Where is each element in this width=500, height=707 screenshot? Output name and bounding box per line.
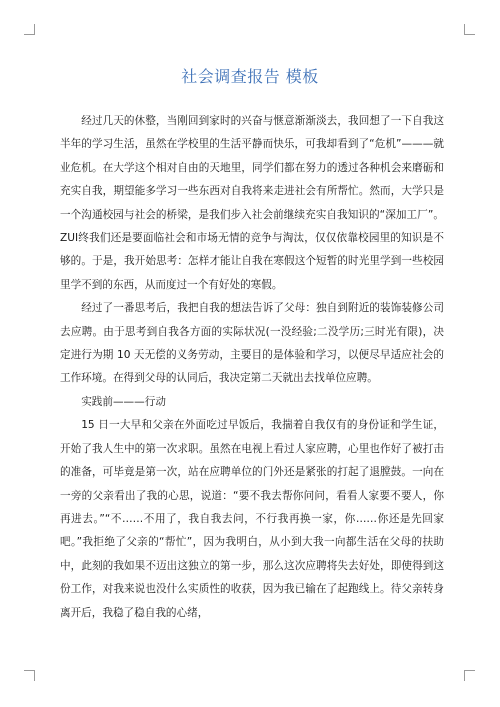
paragraph-decision: 经过了一番思考后，我把自我的想法告诉了父母：独自到附近的装饰装修公司去应聘。由于思考到自我各方面的实际状况(一没经验;二没学历;三时光有限)，决定进行为期 10 天无偿的义务劳动，主要目的是体验和学习，以便尽早适应社会的工作环境。在得到父母的认同后，我决定第二天就出去找单位应聘。 xyxy=(60,302,444,385)
crop-mark-bottom-right xyxy=(464,670,475,681)
paragraph-intro: 经过几天的休整，当刚回到家时的兴奋与惬意渐渐淡去，我回想了一下自我这半年的学习生活，虽然在学校里的生活平静而快乐，可我却看到了“危机”———就业危机。在大学这个相对自由的天地里，同学们都在努力的透过各种机会来磨砺和充实自我，期望能多学习一些东西对自我将来走进社会有所帮忙。然而，大学只是一个沟通校园与社会的桥梁，是我们步入社会前继续充实自我知识的“深加工厂”。ZUI终我们还是要面临社会和市场无情的竞争与淘汰，仅仅依靠校园里的知识是不够的。于是，我开始思考：怎样才能让自我在寒假这个短暂的时光里学到一些校园里学不到的东西，从而度过一个有好处的寒假。 xyxy=(60,115,444,291)
crop-mark-top-right xyxy=(464,24,475,35)
crop-mark-bottom-left xyxy=(24,670,35,681)
section-heading: 实践前———行动 xyxy=(81,395,166,408)
paragraph-job-search: 15 日一大早和父亲在外面吃过早饭后，我揣着自我仅有的身份证和学生证，开始了我人生中的第一次求职。虽然在电视上看过人家应聘，心里也作好了被打击的准备，可毕竟是第一次，站在应聘单位的门外还是紧张的打起了退膛鼓。一向在一旁的父亲看出了我的心思，说道：“要不我去帮你问问，看看人家要不要人，你再进去。”“不……不用了，我自我去问，不行我再换一家，你……你还是先回家吧。”我拒绝了父亲的“帮忙”，因为我明白，从小到大我一向都生活在父母的扶助中，此刻的我如果不迈出这独立的第一步，那么这次应聘将失去好处，即使得到这份工作，对我来说也没什么实质性的收获，因为我已输在了起跑线上。待父亲转身离开后，我稳了稳自我的心绪， xyxy=(60,419,444,619)
document-title: 社会调查报告 模板 xyxy=(181,67,319,86)
crop-mark-top-left xyxy=(24,24,35,35)
document-body xyxy=(60,110,444,625)
